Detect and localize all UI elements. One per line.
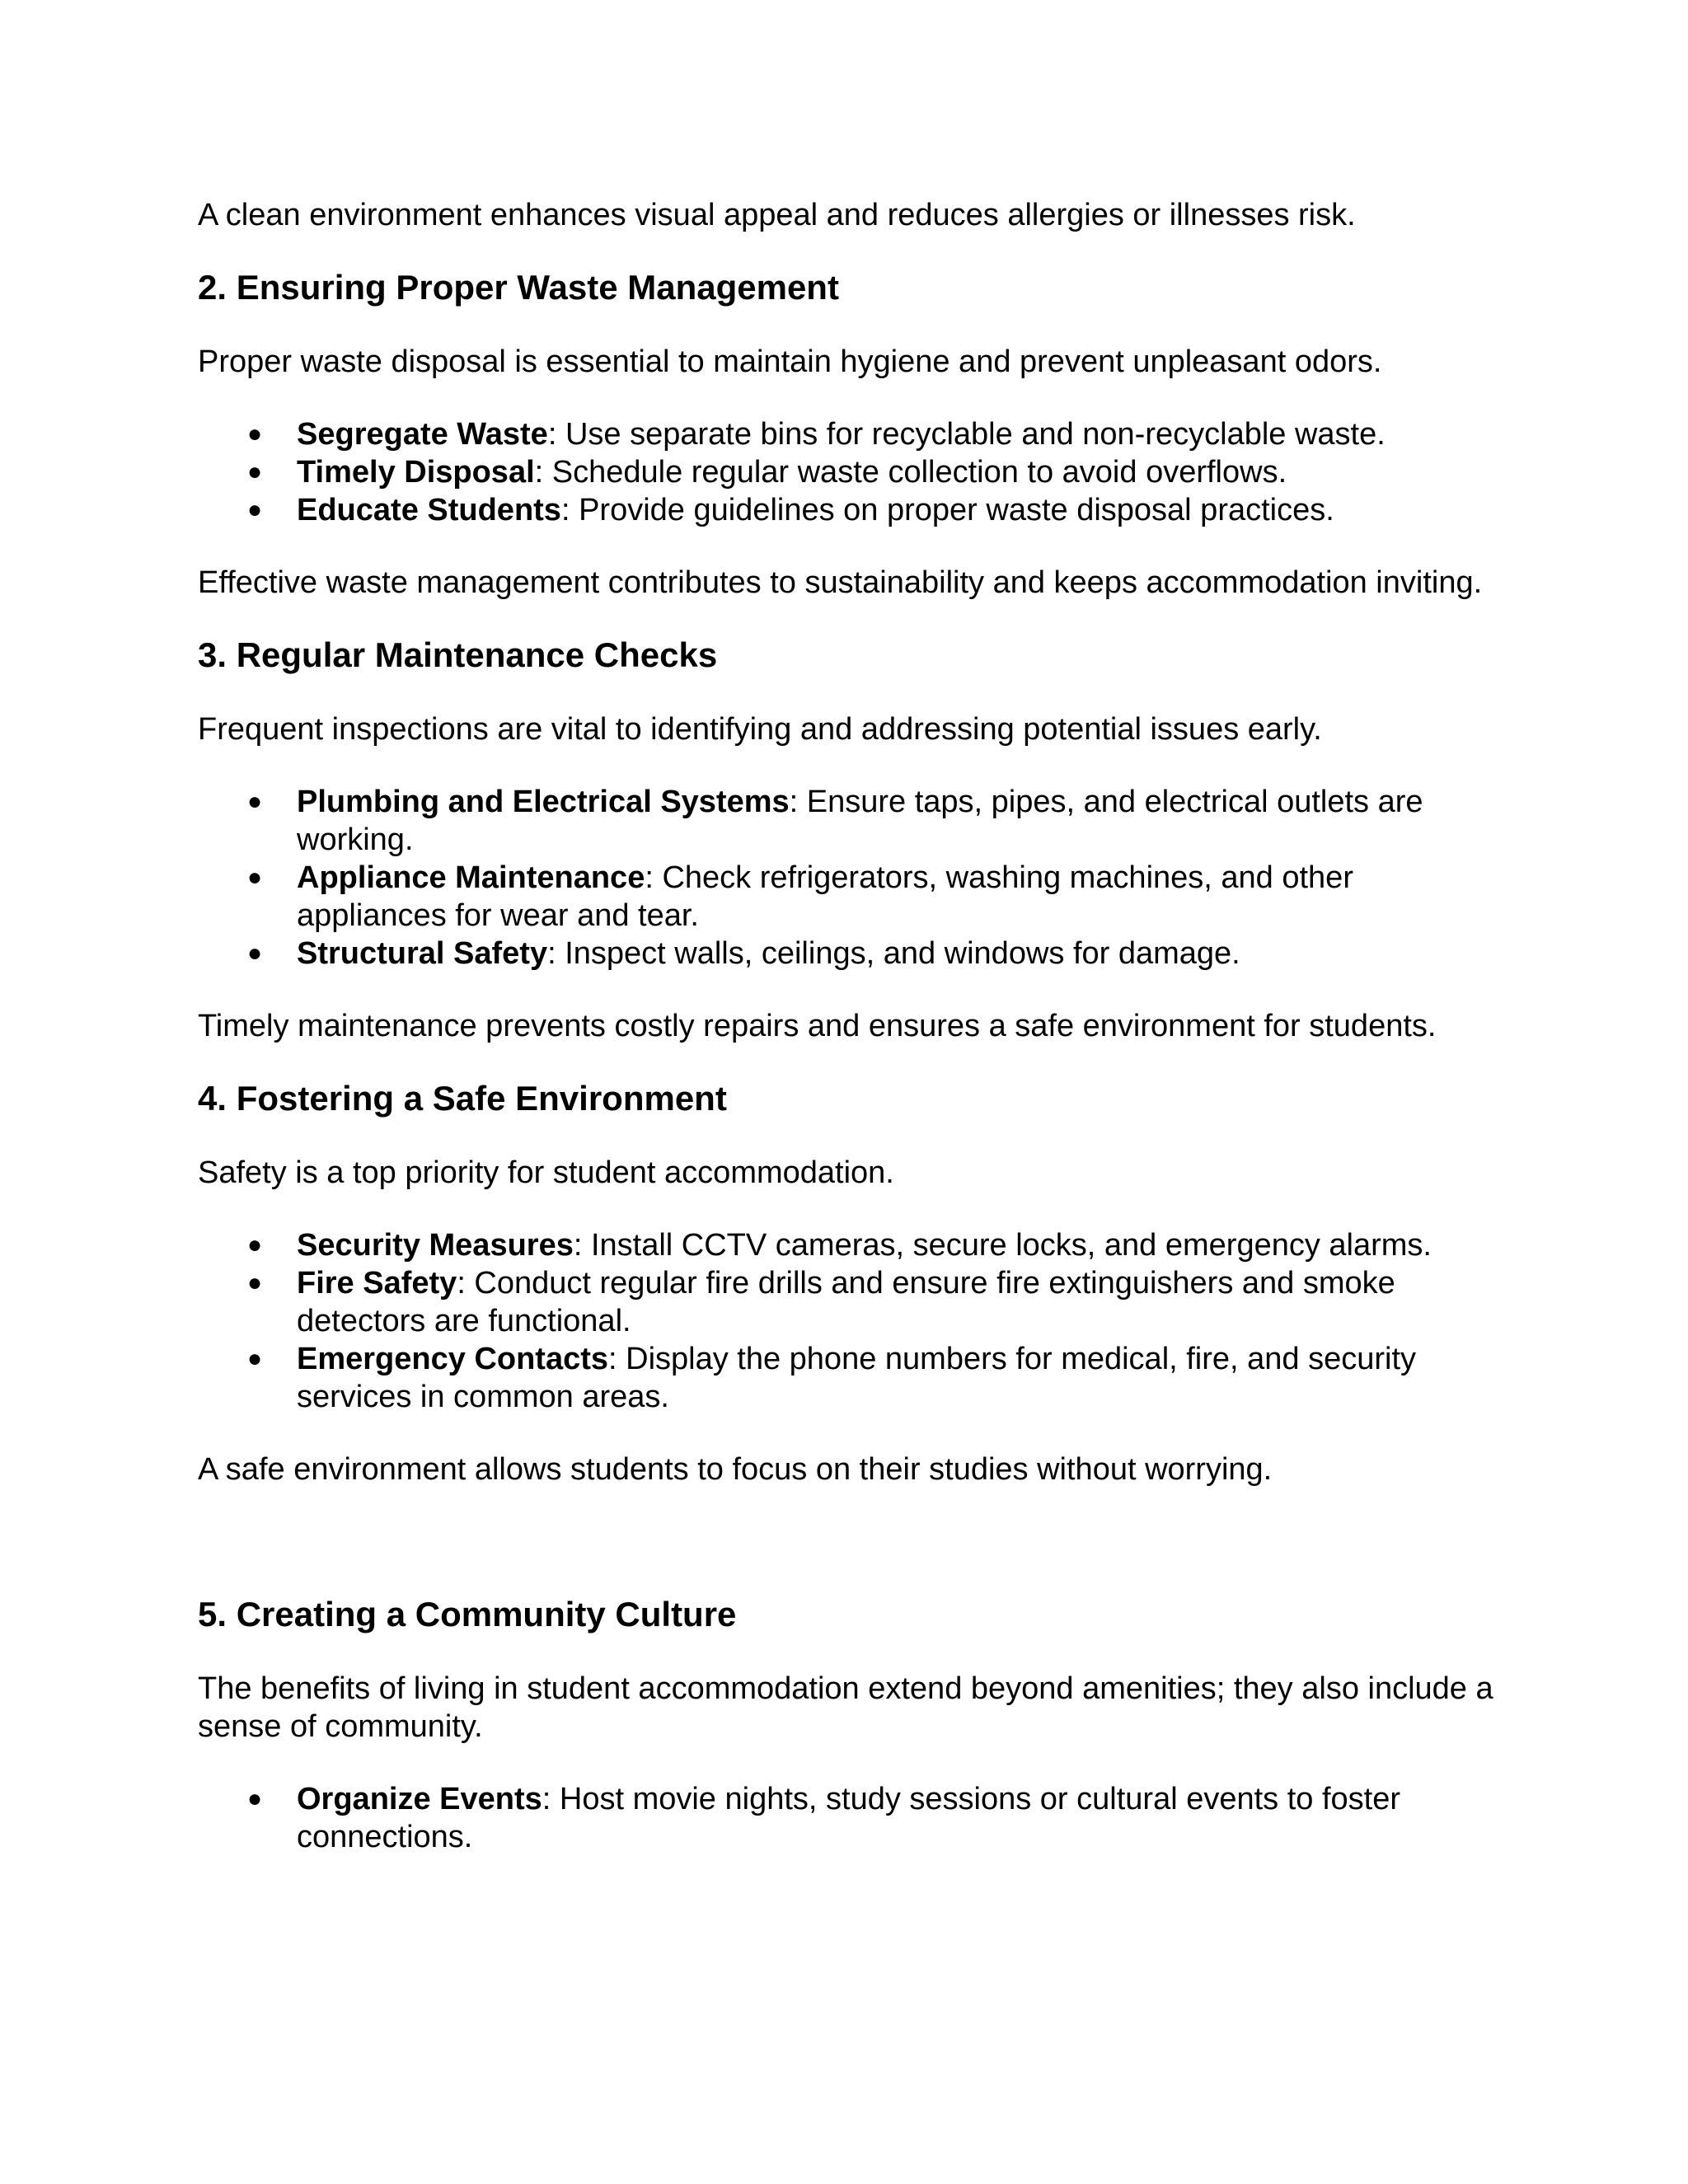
list-item-term: Educate Students [297, 493, 561, 527]
bullet-list [198, 1226, 1496, 1416]
bullet-list [198, 1780, 1496, 1856]
list-item-text: : Display the phone numbers for medical, fire, and security services in common areas. [297, 1342, 1417, 1414]
list-item [198, 1340, 1496, 1416]
list-item-text: : Conduct regular fire drills and ensure fire extinguishers and smoke detectors are functional. [297, 1266, 1395, 1338]
document-page [198, 196, 1496, 1856]
list-item [198, 453, 1496, 491]
list-item [198, 859, 1496, 935]
list-item-term: Fire Safety [297, 1266, 457, 1301]
list-item [198, 491, 1496, 529]
section-heading: 2. Ensuring Proper Waste Management [198, 268, 839, 307]
list-item-term: Security Measures [297, 1228, 574, 1263]
list-item-term: Organize Events [297, 1782, 542, 1816]
section-lead: The benefits of living in student accommodation extend beyond amenities; they also include a sense of community. [198, 1671, 1493, 1744]
section-heading: 3. Regular Maintenance Checks [198, 635, 718, 674]
section-closing: A safe environment allows students to focus on their studies without worrying. [198, 1452, 1273, 1487]
list-item [198, 1226, 1496, 1264]
section-closing: Timely maintenance prevents costly repairs and ensures a safe environment for students. [198, 1009, 1437, 1043]
list-item-text: : Host movie nights, study sessions or cultural events to foster connections. [297, 1782, 1400, 1854]
list-item [198, 935, 1496, 972]
section-closing: Effective waste management contributes to sustainability and keeps accommodation inviting. [198, 565, 1483, 600]
list-item [198, 1780, 1496, 1856]
bullet-list [198, 783, 1496, 972]
list-item [198, 783, 1496, 859]
list-item-term: Appliance Maintenance [297, 860, 645, 895]
list-item-text: : Provide guidelines on proper waste disposal practices. [560, 493, 1334, 527]
section-lead: Safety is a top priority for student accommodation. [198, 1155, 894, 1190]
bullet-list [198, 415, 1496, 529]
list-item [198, 1264, 1496, 1340]
section-heading: 5. Creating a Community Culture [198, 1595, 737, 1633]
list-item [198, 415, 1496, 453]
list-item-term: Segregate Waste [297, 417, 548, 452]
list-item-term: Plumbing and Electrical Systems [297, 785, 790, 819]
intro-paragraph: A clean environment enhances visual appeal and reduces allergies or illnesses risk. [198, 198, 1356, 232]
list-item-term: Structural Safety [297, 936, 548, 971]
section-lead: Proper waste disposal is essential to maintain hygiene and prevent unpleasant odors. [198, 344, 1382, 379]
list-item-term: Emergency Contacts [297, 1342, 609, 1376]
list-item-text: : Install CCTV cameras, secure locks, and emergency alarms. [573, 1228, 1432, 1263]
list-item-term: Timely Disposal [297, 455, 535, 490]
section-lead: Frequent inspections are vital to identifying and addressing potential issues early. [198, 712, 1322, 747]
list-item-text: : Schedule regular waste collection to avoid overflows. [534, 455, 1287, 490]
list-item-text: : Use separate bins for recyclable and non-recyclable waste. [547, 417, 1386, 452]
section-heading: 4. Fostering a Safe Environment [198, 1079, 727, 1118]
list-item-text: : Inspect walls, ceilings, and windows for damage. [547, 936, 1240, 971]
list-item-text: : Ensure taps, pipes, and electrical outlets are working. [297, 785, 1423, 857]
list-item-text: : Check refrigerators, washing machines, and other appliances for wear and tear. [297, 860, 1353, 933]
